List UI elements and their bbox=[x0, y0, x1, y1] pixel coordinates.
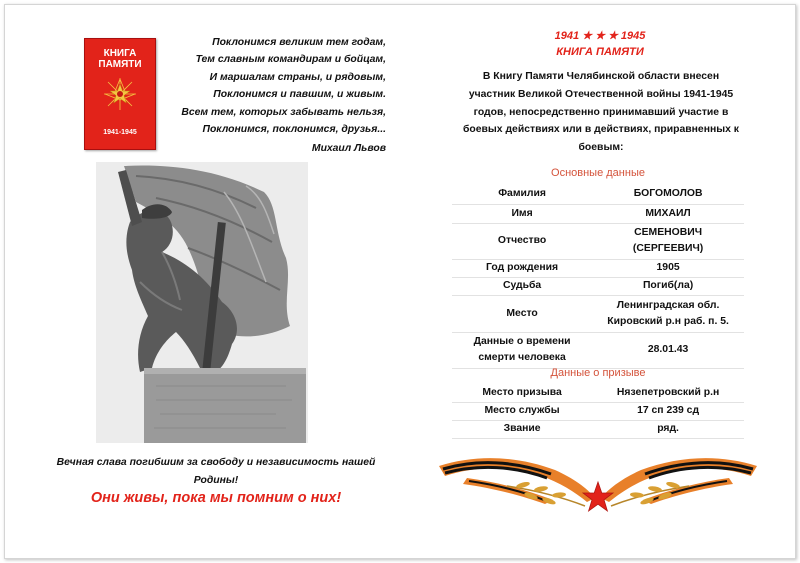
table-value: Нязепетровский р.н bbox=[592, 384, 744, 402]
book-cover-title-line2: ПАМЯТИ bbox=[98, 59, 142, 70]
draft-data-section-title: Данные о призыве bbox=[550, 367, 646, 379]
table-value: 28.01.43 bbox=[592, 332, 744, 368]
order-star-icon bbox=[104, 78, 136, 110]
years-header: 1941 ★ ★ ★ 1945 bbox=[554, 30, 646, 42]
intro-line: боевым: bbox=[578, 142, 624, 154]
table-row bbox=[452, 277, 744, 295]
table-value: БОГОМОЛОВ bbox=[592, 185, 744, 204]
table-row bbox=[452, 223, 744, 259]
draft-data-table bbox=[452, 384, 744, 439]
table-key: Место bbox=[452, 295, 592, 332]
table-row bbox=[452, 332, 744, 368]
table-key bbox=[452, 332, 592, 368]
book-cover-title bbox=[85, 48, 155, 70]
table-value: Погиб(ла) bbox=[592, 277, 744, 295]
intro-line: участник Великой Отечественной войны 1941-1945 bbox=[468, 88, 734, 100]
table-row bbox=[452, 204, 744, 223]
book-cover-years: 1941-1945 bbox=[103, 129, 137, 136]
left-ribbon bbox=[439, 458, 595, 504]
intro-line: В Книгу Памяти Челябинской области внесен bbox=[482, 71, 720, 82]
right-ribbon bbox=[601, 458, 757, 504]
table-key: Место призыва bbox=[452, 384, 592, 402]
eternal-glory-line1: Вечная слава погибшим за свободу и независимость нашей bbox=[56, 457, 376, 468]
poem-line: Тем славным командирам и бойцам, bbox=[195, 54, 386, 66]
main-data-table bbox=[452, 185, 744, 369]
intro-text bbox=[446, 68, 756, 157]
table-row bbox=[452, 384, 744, 402]
table-value-line: Кировский р.н раб. п. 5. bbox=[607, 315, 729, 327]
table-value-line: СЕМЕНОВИЧ bbox=[634, 227, 703, 238]
table-value bbox=[592, 295, 744, 332]
table-key-line: смерти человека bbox=[478, 352, 566, 363]
table-key: Фамилия bbox=[452, 185, 592, 204]
table-value: 1905 bbox=[592, 259, 744, 277]
table-row bbox=[452, 420, 744, 438]
st-george-ribbon-star-icon bbox=[437, 452, 759, 514]
intro-line: боевых действиях или в действиях, приравненных к bbox=[462, 124, 740, 136]
poem-line: Поклонимся и павшим, и живым. bbox=[213, 89, 386, 101]
table-key-line: Данные о времени bbox=[473, 336, 571, 347]
main-data-section-title: Основные данные bbox=[551, 167, 645, 179]
eternal-glory-text bbox=[36, 454, 396, 490]
book-title-header: КНИГА ПАМЯТИ bbox=[556, 46, 644, 58]
table-value: ряд. bbox=[592, 420, 744, 438]
table-value-line: Ленинградская обл. bbox=[616, 299, 720, 311]
red-star-icon bbox=[583, 482, 613, 511]
poem-line: Поклонимся великим тем годам, bbox=[212, 37, 386, 48]
soldier-monument-icon bbox=[96, 162, 308, 443]
table-value: МИХАИЛ bbox=[592, 204, 744, 223]
poem bbox=[160, 34, 386, 138]
book-of-memory-cover bbox=[84, 38, 156, 150]
monument-photo bbox=[96, 162, 308, 443]
poem-line: Всем тем, которых забывать нельзя, bbox=[181, 106, 386, 118]
table-key: Год рождения bbox=[452, 259, 592, 277]
book-cover-title-line1: КНИГА bbox=[103, 48, 137, 59]
table-row bbox=[452, 402, 744, 420]
poem-line: Поклонимся, поклонимся, друзья... bbox=[202, 124, 386, 136]
table-key: Место службы bbox=[452, 402, 592, 420]
table-row bbox=[452, 259, 744, 277]
table-value bbox=[592, 223, 744, 259]
table-row bbox=[452, 295, 744, 332]
table-key: Имя bbox=[452, 204, 592, 223]
poem-author: Михаил Львов bbox=[311, 143, 386, 154]
table-key: Звание bbox=[452, 420, 592, 438]
eternal-glory-line2: Родины! bbox=[193, 475, 239, 486]
alive-slogan: Они живы, пока мы помним о них! bbox=[90, 490, 342, 506]
intro-line: годов, непосредственно принимавший участие в bbox=[473, 106, 729, 118]
table-key: Отчество bbox=[452, 223, 592, 259]
table-value: 17 сп 239 сд bbox=[592, 402, 744, 420]
table-row bbox=[452, 185, 744, 204]
table-key: Судьба bbox=[452, 277, 592, 295]
poem-line: И маршалам страны, и рядовым, bbox=[209, 71, 386, 83]
table-value-line: (СЕРГЕЕВИЧ) bbox=[632, 243, 704, 254]
